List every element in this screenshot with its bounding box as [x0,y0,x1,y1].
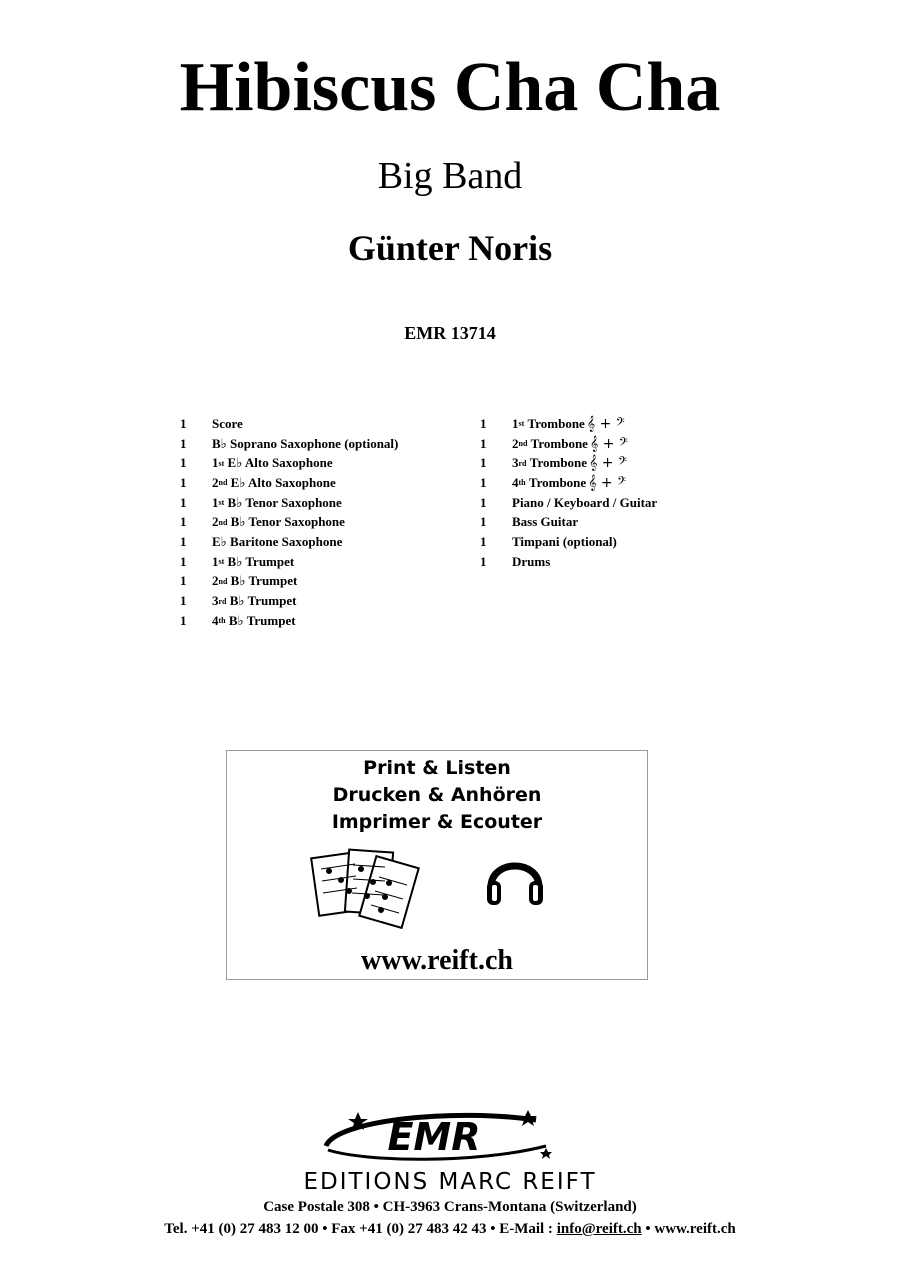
clef-icons: 𝄞 + 𝄢 [588,474,627,491]
part-item [180,493,398,513]
part-count: 1 [480,474,487,490]
part-count: 1 [480,415,487,431]
part-count: 1 [180,514,187,530]
parts-list-left [180,414,398,631]
part-item [180,591,398,611]
part-ordinal: 4 [212,612,219,628]
part-item [180,572,398,592]
part-ordinal-suffix: nd [218,576,228,586]
part-name: E♭ Alto Saxophone [230,474,336,490]
part-count: 1 [480,435,487,451]
clef-icons: 𝄞 + 𝄢 [589,435,628,452]
composer-name: Günter Noris [347,228,553,268]
part-name: B♭ Trumpet [229,593,297,609]
part-ordinal: 2 [212,474,219,490]
part-count: 1 [480,533,487,549]
part-ordinal-suffix: th [518,478,526,488]
promo-website-link[interactable]: www.reift.ch [361,945,513,976]
part-item [480,453,657,473]
part-name: B♭ Tenor Saxophone [230,514,345,530]
part-item [480,552,657,572]
part-name: E♭ Baritone Saxophone [212,533,343,549]
part-name: B♭ Trumpet [227,553,295,569]
part-name: Timpani (optional) [512,533,617,549]
part-item [480,493,657,513]
part-ordinal: 1 [212,553,219,569]
clef-icons: 𝄞 + 𝄢 [589,455,627,472]
part-ordinal-suffix: nd [218,478,228,488]
part-ordinal-suffix: rd [518,458,527,468]
part-item [480,434,657,454]
catalog-number: EMR 13714 [404,323,496,343]
part-count: 1 [180,533,187,549]
part-count: 1 [180,573,187,589]
part-item [180,453,398,473]
part-name: Bass Guitar [512,514,579,530]
part-item [480,532,657,552]
part-item [180,512,398,532]
part-item [480,512,657,532]
part-count: 1 [480,553,487,569]
part-item [180,611,398,631]
publisher-address: Case Postale 308 • CH-3963 Crans-Montana (Switzerland) [263,1199,637,1215]
part-ordinal-suffix: th [218,616,226,626]
part-count: 1 [480,455,487,471]
part-ordinal-suffix: st [518,419,525,429]
part-count: 1 [180,455,187,471]
part-name: B♭ Soprano Saxophone (optional) [212,435,399,451]
part-item [480,473,657,493]
svg-text:EMR: EMR [387,1115,481,1159]
part-ordinal: 2 [512,435,519,451]
emr-logo [306,1106,562,1166]
title: Hibiscus Cha Cha [179,49,721,126]
parts-list-right [480,414,657,572]
publisher-name: EDITIONS MARC REIFT [303,1169,597,1195]
part-ordinal: 2 [212,573,219,589]
part-name: Trombone [528,474,587,490]
part-name: Score [212,415,243,431]
part-ordinal-suffix: rd [218,596,227,606]
part-count: 1 [180,593,187,609]
part-ordinal: 1 [212,455,219,471]
part-count: 1 [180,415,187,431]
part-ordinal: 1 [512,415,519,431]
part-count: 1 [180,612,187,628]
part-name: E♭ Alto Saxophone [227,455,333,471]
part-name: Trombone [527,415,585,431]
email-link[interactable]: info@reift.ch [556,1221,642,1237]
part-item [180,434,398,454]
part-ordinal-suffix: nd [518,439,528,449]
publisher-contact [0,1219,900,1239]
part-count: 1 [480,514,487,530]
sheet-music-icon [309,847,421,933]
clef-icons: 𝄞 + 𝄢 [586,415,625,432]
promo-line-drucken: Drucken & Anhören [332,784,542,806]
contact-phone-fax: Tel. +41 (0) 27 483 12 00 • Fax +41 (0) 27 483 42 43 • E-Mail : [164,1221,557,1237]
part-count: 1 [180,494,187,510]
part-name: Piano / Keyboard / Guitar [512,494,658,510]
part-ordinal: 4 [512,474,519,490]
part-item [180,414,398,434]
part-name: Trombone [530,435,588,451]
part-ordinal-suffix: st [218,458,225,468]
part-ordinal: 3 [512,455,519,471]
part-ordinal-suffix: nd [218,517,228,527]
part-name: B♭ Trumpet [230,573,298,589]
part-item [180,473,398,493]
part-count: 1 [180,474,187,490]
part-item [180,532,398,552]
part-name: Drums [512,553,551,569]
part-name: B♭ Trumpet [228,612,296,628]
part-ordinal: 2 [212,514,219,530]
part-ordinal-suffix: st [218,498,225,508]
part-count: 1 [180,435,187,451]
subtitle: Big Band [377,155,523,197]
part-name: B♭ Tenor Saxophone [227,494,342,510]
part-name: Trombone [529,455,588,471]
part-count: 1 [180,553,187,569]
part-item [180,552,398,572]
contact-website: • www.reift.ch [641,1221,736,1237]
promo-line-imprimer: Imprimer & Ecouter [331,811,543,833]
part-ordinal: 1 [212,494,219,510]
part-ordinal-suffix: st [218,557,225,567]
headphones-icon [483,847,547,909]
part-ordinal: 3 [212,593,219,609]
part-count: 1 [480,494,487,510]
print-listen-box [226,750,648,980]
promo-line-print-listen: Print & Listen [363,757,511,779]
part-item [480,414,657,434]
